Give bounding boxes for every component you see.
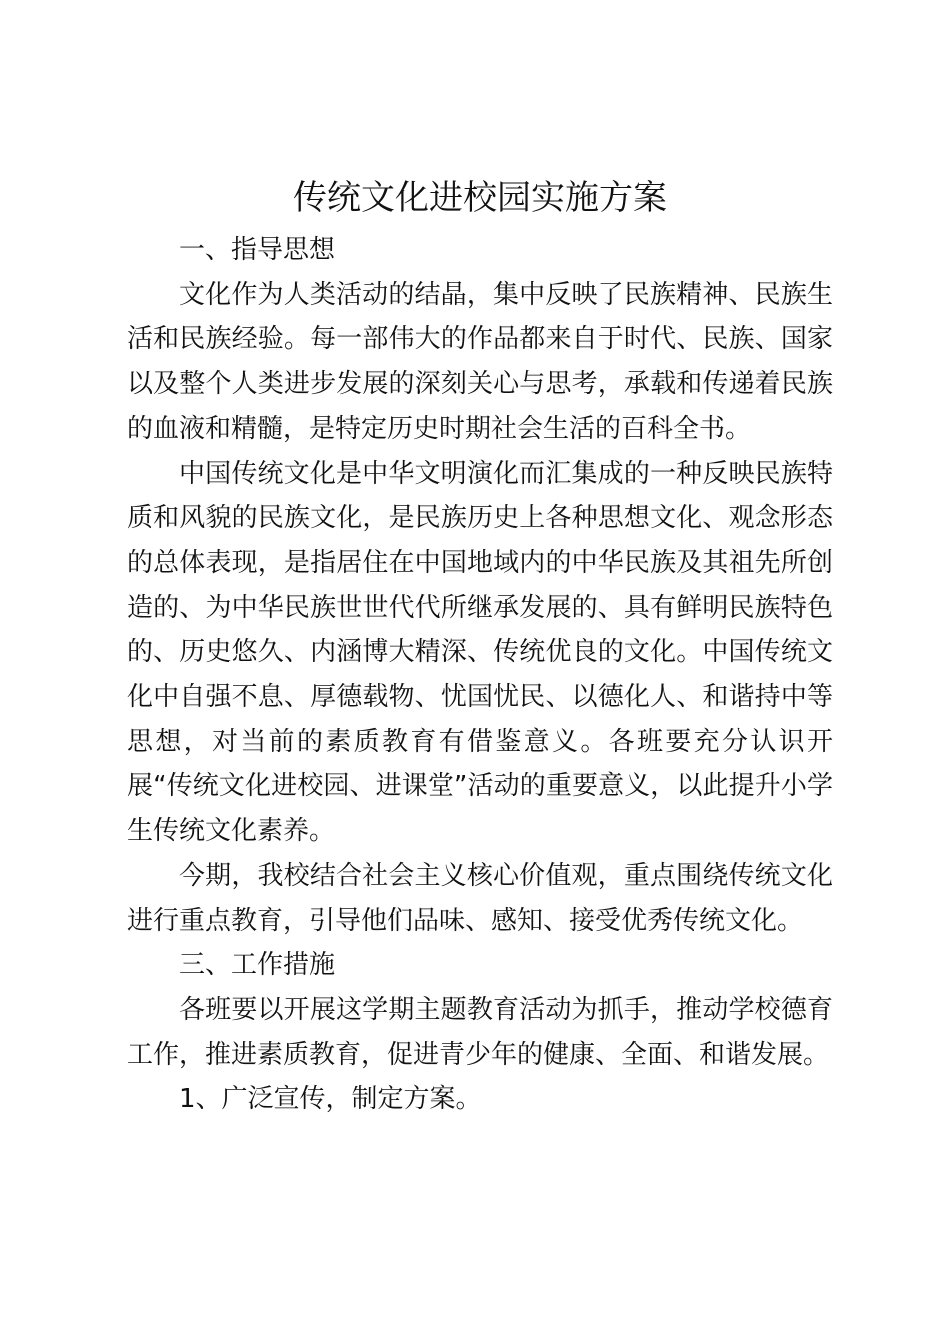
document-body	[127, 168, 833, 1122]
paragraph-class-activities: 各班要以开展这学期主题教育活动为抓手，推动学校德育工作，推进素质教育，促进青少年的健康、全面、和谐发展。	[127, 994, 833, 1070]
paragraph-culture-intro: 文化作为人类活动的结晶，集中反映了民族精神、民族生活和民族经验。每一部伟大的作品都来自于时代、民族、国家以及整个人类进步发展的深刻关心与思考，承载和传递着民族的血液和精髓，是特定历史时期社会生活的百科全书。	[127, 279, 833, 444]
paragraph-chinese-traditional-culture: 中国传统文化是中华文明演化而汇集成的一种反映民族特质和风貌的民族文化，是民族历史上各种思想文化、观念形态的总体表现，是指居住在中国地域内的中华民族及其祖先所创造的、为中华民族世世代代所继承发展的、具有鲜明民族特色的、历史悠久、内涵博大精深、传统优良的文化。中国传统文化中自强不息、厚德载物、忧国忧民、以德化人、和谐持中等思想，对当前的素质教育有借鉴意义。各班要充分认识开展“传统文化进校园、进课堂”活动的重要意义，以此提升小学生传统文化素养。	[127, 458, 833, 847]
document-title: 传统文化进校园实施方案	[293, 178, 667, 218]
section-heading-work-measures: 三、工作措施	[179, 950, 336, 981]
section-heading-guiding-ideology: 一、指导思想	[179, 235, 336, 265]
list-item-publicity: 1、广泛宣传，制定方案。	[179, 1084, 482, 1115]
paragraph-this-term: 今期，我校结合社会主义核心价值观，重点围绕传统文化进行重点教育，引导他们品味、感知、接受优秀传统文化。	[127, 860, 833, 936]
